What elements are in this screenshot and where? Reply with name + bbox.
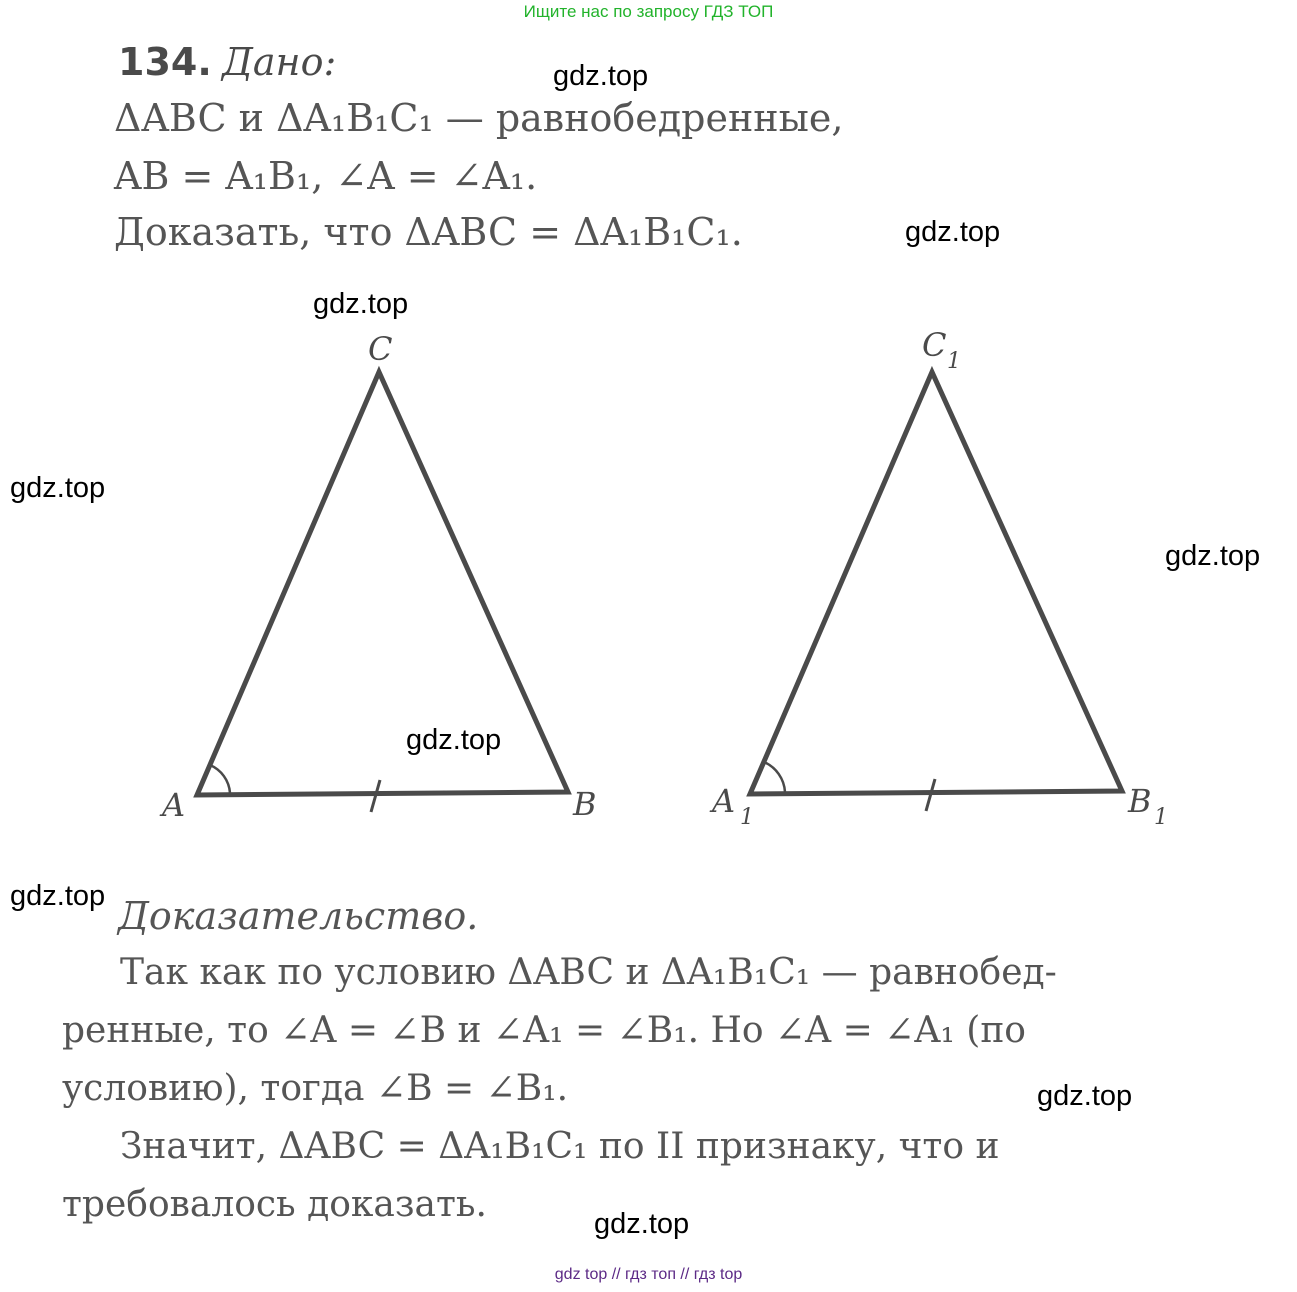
watermark-7: gdz.top <box>10 880 106 912</box>
watermark-8: gdz.top <box>1037 1080 1133 1112</box>
angle-a-mark <box>210 765 230 793</box>
given-line-2: AB = A₁B₁, ∠A = ∠A₁. <box>114 154 538 198</box>
triangle-a1b1c1 <box>750 372 1122 794</box>
vertex-b-label: B <box>573 785 597 823</box>
watermark-9: gdz.top <box>594 1208 690 1240</box>
vertex-c-label: C <box>368 330 393 368</box>
given-label: Дано: <box>222 40 337 84</box>
proof-line-3: условию), тогда ∠B = ∠B₁. <box>62 1068 569 1109</box>
angle-a1-mark <box>764 762 785 792</box>
vertex-b1-subscript: 1 <box>1154 805 1168 830</box>
vertex-b1-label: B <box>1128 782 1152 820</box>
triangle-abc <box>197 372 568 795</box>
watermark-3: gdz.top <box>313 288 409 320</box>
prove-statement: Доказать, что ΔABC = ΔA₁B₁C₁. <box>114 210 743 254</box>
vertex-a-label: A <box>162 786 186 824</box>
watermark-5: gdz.top <box>1165 540 1261 572</box>
problem-number: 134. <box>118 40 212 84</box>
given-line-1: ΔABC и ΔA₁B₁C₁ — равнобедренные, <box>114 96 844 140</box>
watermark-6: gdz.top <box>406 724 502 756</box>
proof-line-4: Значит, ΔABC = ΔA₁B₁C₁ по II признаку, что и <box>120 1126 1000 1167</box>
vertex-a1-subscript: 1 <box>740 805 754 830</box>
proof-line-1: Так как по условию ΔABC и ΔA₁B₁C₁ — равнобед- <box>120 952 1057 993</box>
vertex-c1-label: C <box>922 326 947 364</box>
watermark-2: gdz.top <box>905 216 1001 248</box>
proof-line-2: ренные, то ∠A = ∠B и ∠A₁ = ∠B₁. Но ∠A = ∠A₁ (по <box>62 1010 1026 1051</box>
proof-line-5: требовалось доказать. <box>62 1184 487 1225</box>
watermark-1: gdz.top <box>553 60 649 92</box>
search-banner: Ищите нас по запросу ГДЗ ТОП <box>523 2 774 21</box>
vertex-a1-label: A <box>712 782 736 820</box>
vertex-c1-subscript: 1 <box>947 349 961 374</box>
footer-links[interactable]: gdz top // гдз топ // гдз top <box>554 1266 743 1283</box>
watermark-4: gdz.top <box>10 472 106 504</box>
proof-title: Доказательство. <box>118 894 479 938</box>
